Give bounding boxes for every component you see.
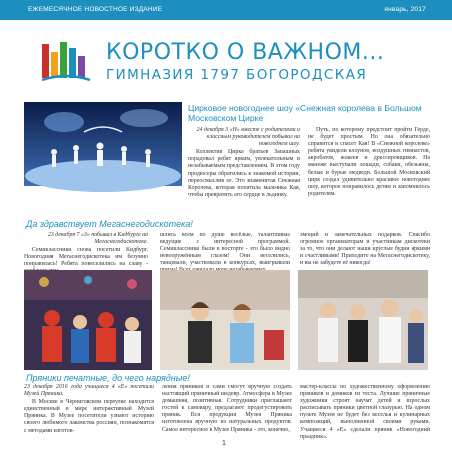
disco-photo-3 <box>298 270 428 370</box>
masthead-subtitle: ГИМНАЗИЯ 1797 БОГОРОДСКАЯ <box>106 67 368 83</box>
disco-photo-1 <box>24 270 152 370</box>
article2-column-3 <box>300 232 430 268</box>
edition-label: ЕЖЕМЕСЯЧНОЕ НОВОСТНОЕ ИЗДАНИЕ <box>28 6 163 13</box>
article3-lead: 23 декабря 2016 года учащиеся 4 «Е» посетили Музей Пряника. <box>24 384 154 398</box>
article3-text-1: В Москве в Черниговском переулке находится единственный в мире интерактивный Музей Пряника. В Музее посетители узнают историю своего любимого лакомства россиян, познакомятся с методами изготов- <box>24 399 154 434</box>
article2-text-2: шлись всем по душе весёлые, талантливые ведущие с интересной программой. Семиклассники были в восторге - это было видно невооружённым глазом! Они веселились, танцевали, участвовали в конкурсах, выигрывали <box>160 232 290 267</box>
masthead-title: КОРОТКО О ВАЖНОМ... <box>106 40 385 65</box>
article3-text-2: ления пряников и сами смогут вручную создать настоящий пряничный шедевр. Атмосфера в Музее домашняя, позитивная. Сотрудники приглашают гостей к самовару, предлагают продегустировать пряник. Вся продукция Музея Пряника изготовлена вручную из натуральных продуктов. Самое интересное в Музее Пряника - это, конечно, <box>162 384 292 433</box>
masthead <box>40 38 420 88</box>
article1-text-1: Коллектив Цирка братьев Запашных порадовал ребят ярким, увлекательным и незабываемым представлением. В этом году продюсеры обратились к знакомой истории, переосмыслив ее. Это знаменитая Снежная Королева, которая похитила мальчика Кая, чтобы превратить его сердце в льдинку. <box>188 149 300 198</box>
page-number: 1 <box>222 440 226 447</box>
article1-headline: Цирковое новогоднее шоу «Снежная королева в Большом Московском Цирке <box>188 103 422 123</box>
article3-column-2 <box>162 384 292 440</box>
article2-text-1: Семиклассники снова посетили Кидбург. Новогодняя Мегаснегодискотека им безумно понравилась! Ребята повеселились на славу - <box>24 247 148 268</box>
article1-column-1 <box>188 127 300 220</box>
gymnasium-logo-icon <box>40 38 92 84</box>
disco-photo-2 <box>160 270 290 370</box>
article3-headline: Пряники печатные, до чего нарядные! <box>26 373 190 383</box>
article3-text-3: мастер-классы по художественному оформлению пряников и домиков из теста. Лучшие пряничные художники строят научат детей и взрослых расписывать пряники цветной глазурью. На одном пульте Музея не будет без веселья и кулинарных композиций, выполненной своими руками. Учащиеся 4 «Е» сделали пряник «Новогодний праздник». <box>300 384 430 440</box>
top-bar <box>0 0 452 20</box>
article2-text-3: эмоций и замечательных подарков. Спасибо огромное организаторам и участникам дискотеки за то, что они делают наши круглые будни яркими и счастливыми! Приходите на Мегаснегодискотеку, и вы не забудете её никогда! <box>300 232 430 267</box>
article1-lead: 24 декабря 3 «Н» вместе с родителями и классным руководителем побывал на новогоднем шоу. <box>196 127 300 148</box>
article2-column-2 <box>160 232 290 268</box>
issue-date: январь, 2017 <box>384 6 426 13</box>
article2-headline: Да здравствует Мегаснегодискотека! <box>26 219 193 229</box>
article3-column-1 <box>24 384 154 440</box>
article1-text-2: Путь, по которому предстоит пройти Герде, не будет простым. Но она обязательно справится и спасет Кая! В «Снежной королеве» ребята увидели клоунов, воздушных гимнастов, акробатов, жокеев и дрессировщиков. На манеже выступали лошади, собаки, обезьяны, белые и бурые медведи. Большой Московский цирк создал удивительно красивое новогоднее шоу, которое понравилось детям и запомнилось родителям. <box>308 127 430 197</box>
circus-photo <box>24 102 182 186</box>
article2-column-1 <box>24 232 148 268</box>
article3-column-3 <box>300 384 430 440</box>
article2-lead: 23 декабря 7 «З» побывал в Кидбурге на Мегаснегодискотеке. <box>47 232 148 246</box>
article1-column-2 <box>308 127 430 220</box>
